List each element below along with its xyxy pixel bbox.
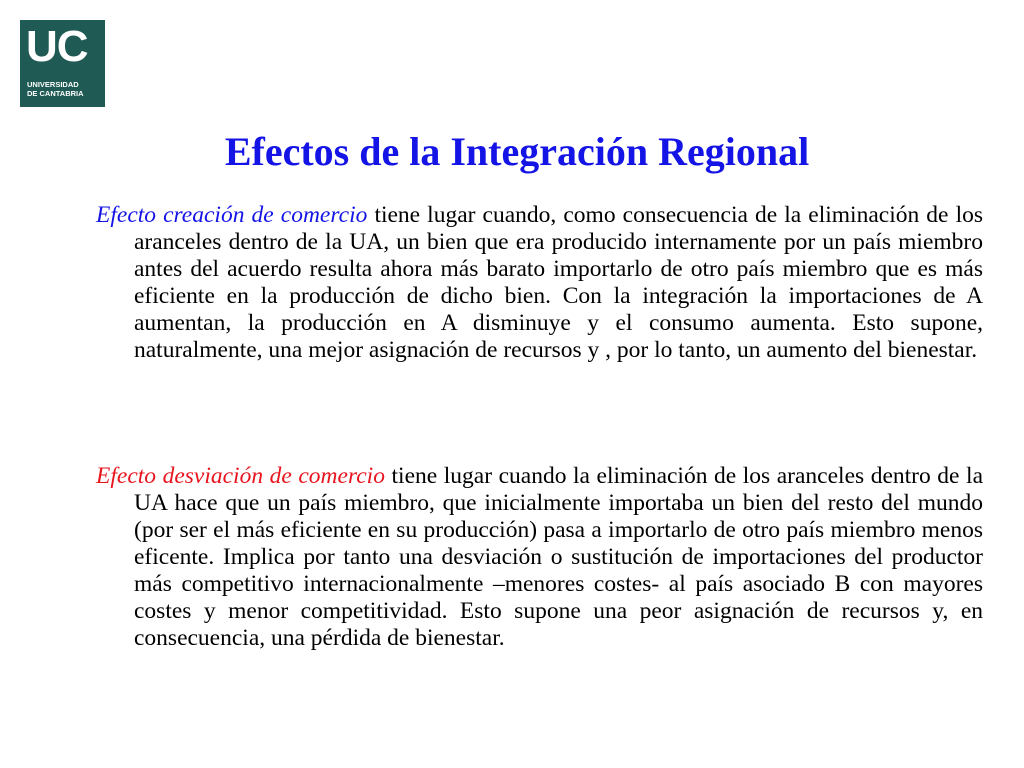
- paragraph-text: tiene lugar cuando, como consecuencia de la eliminación de los aranceles dentro de la UA, un bien que era producido internamente por un país miembro antes del acuerdo resulta ahora más barato importarlo de otro país miembro que es más eficiente en la producción de dicho bien. Con la integración la importaciones de A aumentan, la producción en A disminuye y el consumo aumenta. Esto supone, naturalmente, una mejor asignación de recursos y , por lo tanto, un aumento del bienestar.: [134, 202, 983, 363]
- paragraph-text: tiene lugar cuando la eliminación de los aranceles dentro de la UA hace que un país miembro, que inicialmente importaba un bien del resto del mundo (por ser el más eficiente en su producción) pasa a importarlo de otro país miembro menos eficente. Implica por tanto una desviación o sustitución de importaciones del productor más competitivo internacionalmente –menores costes- al país asociado B con mayores costes y menor competitividad. Esto supone una peor asignación de recursos y, en consecuencia, una pérdida de bienestar.: [134, 463, 983, 651]
- logo-line-2: DE CANTABRIA: [27, 89, 84, 98]
- logo-mark: UC: [26, 22, 88, 71]
- slide-title: Efectos de la Integración Regional: [224, 129, 810, 174]
- paragraph-trade-diversion: [96, 463, 983, 652]
- logo-line-1: UNIVERSIDAD: [27, 80, 79, 89]
- term-trade-diversion: Efecto desviación de comercio: [96, 463, 385, 489]
- university-logo: [20, 20, 105, 107]
- term-trade-creation: Efecto creación de comercio: [96, 202, 368, 228]
- paragraph-trade-creation: [96, 202, 983, 364]
